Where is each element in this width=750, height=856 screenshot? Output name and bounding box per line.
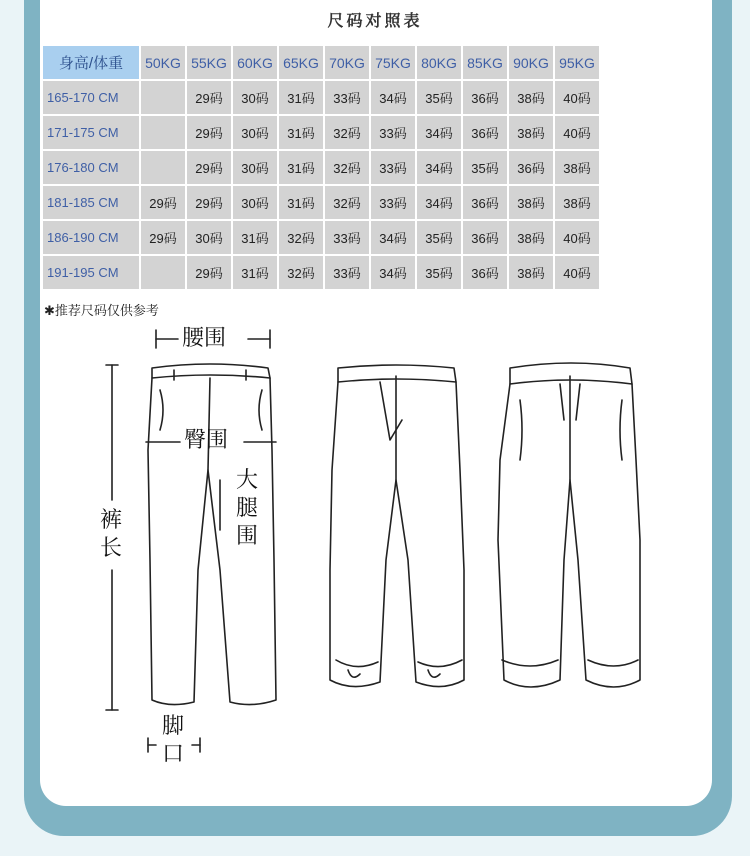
pants-pleated-tapered bbox=[498, 363, 640, 687]
size-cell: 40码 bbox=[555, 221, 599, 254]
size-cell: 40码 bbox=[555, 116, 599, 149]
size-cell: 38码 bbox=[509, 116, 553, 149]
size-cell: 38码 bbox=[509, 81, 553, 114]
weight-header: 85KG bbox=[463, 46, 507, 79]
size-cell: 31码 bbox=[279, 151, 323, 184]
size-cell: 29码 bbox=[187, 186, 231, 219]
size-cell: 36码 bbox=[463, 256, 507, 289]
weight-header: 70KG bbox=[325, 46, 369, 79]
table-row bbox=[43, 81, 599, 114]
size-cell: 36码 bbox=[463, 81, 507, 114]
size-cell: 30码 bbox=[233, 116, 277, 149]
size-cell: 38码 bbox=[509, 186, 553, 219]
size-cell: 31码 bbox=[279, 116, 323, 149]
size-cell: 33码 bbox=[371, 151, 415, 184]
size-cell: 30码 bbox=[233, 151, 277, 184]
length-label-2: 长 bbox=[100, 536, 123, 561]
table-row bbox=[43, 221, 599, 254]
size-cell: 29码 bbox=[187, 81, 231, 114]
size-cell: 32码 bbox=[325, 186, 369, 219]
pants-back-straight bbox=[330, 365, 464, 687]
height-cell: 181-185 CM bbox=[43, 186, 139, 219]
size-cell: 40码 bbox=[555, 256, 599, 289]
size-cell: 38码 bbox=[509, 256, 553, 289]
size-cell: 29码 bbox=[141, 186, 185, 219]
height-cell: 171-175 CM bbox=[43, 116, 139, 149]
size-cell: 40码 bbox=[555, 81, 599, 114]
size-cell: 38码 bbox=[509, 221, 553, 254]
size-cell: 34码 bbox=[417, 186, 461, 219]
size-cell: 35码 bbox=[417, 81, 461, 114]
size-cell: 33码 bbox=[325, 81, 369, 114]
size-cell: 35码 bbox=[417, 256, 461, 289]
size-cell: 38码 bbox=[555, 186, 599, 219]
table-row bbox=[43, 256, 599, 289]
size-cell: 34码 bbox=[371, 81, 415, 114]
height-cell: 176-180 CM bbox=[43, 151, 139, 184]
size-cell: 32码 bbox=[325, 151, 369, 184]
size-cell: 34码 bbox=[371, 221, 415, 254]
hip-label: 臀围 bbox=[184, 428, 229, 453]
size-cell: 30码 bbox=[187, 221, 231, 254]
size-cell: 33码 bbox=[371, 186, 415, 219]
size-cell: 36码 bbox=[463, 186, 507, 219]
hem-label-2: 口 bbox=[162, 742, 185, 767]
page-title: 尺码对照表 bbox=[327, 11, 423, 30]
size-cell: 34码 bbox=[371, 256, 415, 289]
size-cell: 32码 bbox=[325, 116, 369, 149]
weight-header: 60KG bbox=[233, 46, 277, 79]
size-cell: 31码 bbox=[233, 256, 277, 289]
size-cell: 31码 bbox=[279, 81, 323, 114]
weight-header: 50KG bbox=[141, 46, 185, 79]
size-cell: 31码 bbox=[279, 186, 323, 219]
table-row bbox=[43, 186, 599, 219]
size-cell: 35码 bbox=[417, 221, 461, 254]
pants-diagram bbox=[90, 320, 710, 790]
size-cell: 31码 bbox=[233, 221, 277, 254]
thigh-label-2: 腿 bbox=[236, 496, 259, 521]
size-cell bbox=[141, 151, 185, 184]
weight-header: 55KG bbox=[187, 46, 231, 79]
weight-header: 90KG bbox=[509, 46, 553, 79]
size-cell: 33码 bbox=[371, 116, 415, 149]
size-cell: 30码 bbox=[233, 81, 277, 114]
size-cell: 32码 bbox=[279, 221, 323, 254]
size-cell bbox=[141, 81, 185, 114]
weight-header: 80KG bbox=[417, 46, 461, 79]
hem-label-1: 脚 bbox=[162, 714, 185, 739]
waist-label: 腰围 bbox=[182, 326, 227, 351]
table-row bbox=[43, 151, 599, 184]
table-row bbox=[43, 116, 599, 149]
height-cell: 186-190 CM bbox=[43, 221, 139, 254]
size-cell: 29码 bbox=[141, 221, 185, 254]
size-cell: 36码 bbox=[463, 221, 507, 254]
thigh-label-3: 围 bbox=[236, 524, 259, 549]
size-cell: 32码 bbox=[279, 256, 323, 289]
size-cell: 33码 bbox=[325, 221, 369, 254]
weight-header: 95KG bbox=[555, 46, 599, 79]
weight-header: 65KG bbox=[279, 46, 323, 79]
table-header-row bbox=[43, 46, 599, 79]
height-cell: 165-170 CM bbox=[43, 81, 139, 114]
size-cell: 33码 bbox=[325, 256, 369, 289]
weight-header: 75KG bbox=[371, 46, 415, 79]
size-cell: 36码 bbox=[463, 116, 507, 149]
size-cell: 29码 bbox=[187, 116, 231, 149]
size-note: ✱推荐尺码仅供参考 bbox=[44, 304, 159, 319]
size-cell: 38码 bbox=[555, 151, 599, 184]
corner-header: 身高/体重 bbox=[43, 46, 139, 79]
size-cell bbox=[141, 256, 185, 289]
size-chart-table bbox=[41, 44, 601, 291]
size-cell: 36码 bbox=[509, 151, 553, 184]
size-cell: 29码 bbox=[187, 151, 231, 184]
length-label-1: 裤 bbox=[100, 508, 123, 533]
size-cell: 30码 bbox=[233, 186, 277, 219]
size-cell bbox=[141, 116, 185, 149]
size-cell: 34码 bbox=[417, 116, 461, 149]
size-cell: 34码 bbox=[417, 151, 461, 184]
size-cell: 29码 bbox=[187, 256, 231, 289]
height-cell: 191-195 CM bbox=[43, 256, 139, 289]
size-cell: 35码 bbox=[463, 151, 507, 184]
thigh-label-1: 大 bbox=[236, 468, 259, 493]
